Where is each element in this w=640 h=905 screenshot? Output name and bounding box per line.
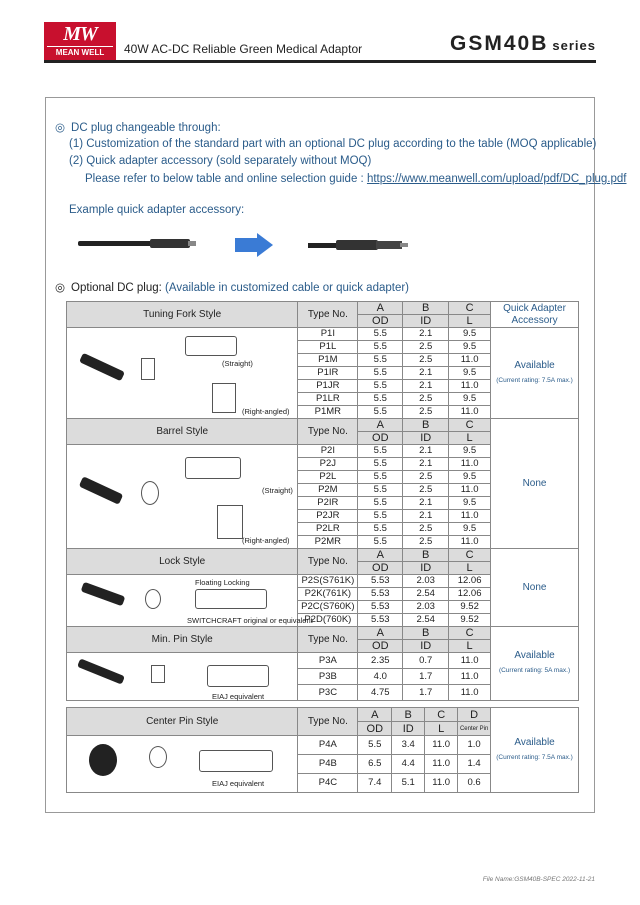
value-cell: 2.1 [403,328,449,341]
value-cell: 9.5 [449,523,491,536]
value-cell: 5.53 [358,575,403,588]
value-cell: 2.03 [403,575,449,588]
type-cell: P2S(S761K) [298,575,358,588]
col-b-header: B [403,419,449,432]
id-label: ID [392,722,425,736]
value-cell: 5.5 [358,328,403,341]
table-row [67,708,579,722]
value-cell: 11.0 [425,736,458,755]
value-cell: 1.0 [458,736,491,755]
col-d-header: D [458,708,491,722]
type-cell: P2JR [298,510,358,523]
availability-text: Available [514,736,555,748]
type-cell: P4B [298,755,358,774]
type-cell: P2I [298,445,358,458]
value-cell: 2.1 [403,445,449,458]
value-cell: 5.5 [358,380,403,393]
value-cell: 4.0 [358,669,403,685]
value-cell: 5.5 [358,536,403,549]
value-cell: 11.0 [449,510,491,523]
arrow-right-icon [235,238,257,252]
intro-text: DC plug changeable through: [71,122,221,134]
type-cell: P1JR [298,380,358,393]
value-cell: 11.0 [449,484,491,497]
type-cell: P1M [298,354,358,367]
od-label: OD [358,562,403,575]
note-item-2: (2) Quick adapter accessory (sold separately without MOQ) [69,155,372,167]
type-cell: P2C(S760K) [298,601,358,614]
value-cell: 5.5 [358,341,403,354]
type-no-header: Type No. [298,708,358,736]
type-cell: P2M [298,484,358,497]
min-pin-drawing [67,653,298,701]
example-label: Example quick adapter accessory: [69,204,245,216]
optional-note: (Available in customized cable or quick adapter) [165,282,410,294]
model-name: GSM40B [450,32,549,55]
l-label: L [449,562,491,575]
value-cell: 5.5 [358,354,403,367]
straight-caption: (Straight) [222,359,253,368]
lock-drawing [67,575,313,627]
section-title: Min. Pin Style [67,627,298,653]
model-title [450,32,596,56]
col-b-header: B [403,549,449,562]
type-no-header: Type No. [298,302,358,328]
type-cell: P4C [298,774,358,793]
value-cell: 2.5 [403,393,449,406]
value-cell: 2.1 [403,510,449,523]
value-cell: 9.5 [449,341,491,354]
center-pin-drawing [67,736,298,793]
col-a-header: A [358,627,403,640]
file-name-footer: File Name:GSM40B-SPEC 2022-11-21 [482,876,595,883]
quick-adapter-cell [491,328,579,419]
section-title: Center Pin Style [67,708,298,736]
value-cell: 9.5 [449,367,491,380]
od-label: OD [358,315,403,328]
value-cell: 5.5 [358,484,403,497]
value-cell: 5.53 [358,614,403,627]
value-cell: 2.5 [403,341,449,354]
type-cell: P1MR [298,406,358,419]
id-label: ID [403,315,449,328]
type-cell: P1L [298,341,358,354]
center-pin-table [66,707,579,793]
value-cell: 1.4 [458,755,491,774]
quick-adapter-cell: None [491,419,579,549]
value-cell: 2.1 [403,380,449,393]
col-a-header: A [358,549,403,562]
l-label: L [449,432,491,445]
value-cell: 5.53 [358,588,403,601]
value-cell: 11.0 [449,458,491,471]
value-cell: 2.54 [403,614,449,627]
od-label: OD [358,432,403,445]
value-cell: 5.5 [358,523,403,536]
value-cell: 5.1 [392,774,425,793]
value-cell: 9.5 [449,393,491,406]
value-cell: 4.75 [358,685,403,701]
value-cell: 12.06 [449,575,491,588]
value-cell: 2.1 [403,458,449,471]
value-cell: 11.0 [449,653,491,669]
value-cell: 11.0 [449,536,491,549]
col-b-header: B [392,708,425,722]
value-cell: 9.5 [449,497,491,510]
type-cell: P4A [298,736,358,755]
value-cell: 5.5 [358,393,403,406]
value-cell: 2.35 [358,653,403,669]
value-cell: 11.0 [449,380,491,393]
value-cell: 5.5 [358,458,403,471]
col-c-header: C [425,708,458,722]
value-cell: 7.4 [358,774,392,793]
refer-line [85,173,626,185]
value-cell: 2.1 [403,497,449,510]
value-cell: 9.5 [449,471,491,484]
value-cell: 11.0 [449,685,491,701]
document-header [44,22,596,64]
value-cell: 11.0 [449,406,491,419]
eiaj-caption: EIAJ equivalent [212,779,265,788]
value-cell: 5.5 [358,445,403,458]
type-cell: P2D(760K) [298,614,358,627]
value-cell: 11.0 [425,774,458,793]
id-label: ID [403,640,449,653]
right-angled-caption: (Right-angled) [242,407,290,416]
value-cell: 2.5 [403,354,449,367]
meanwell-logo [44,22,116,60]
current-rating: (Current rating: 7.5A max.) [496,753,573,761]
value-cell: 9.5 [449,328,491,341]
col-c-header: C [449,302,491,315]
col-b-header: B [403,302,449,315]
quick-adapter-cell: None [491,549,579,627]
type-no-header: Type No. [298,549,358,575]
type-no-header: Type No. [298,419,358,445]
value-cell: 6.5 [358,755,392,774]
value-cell: 5.5 [358,510,403,523]
quick-adapter-header: Quick Adapter Accessory [491,302,579,328]
value-cell: 2.5 [403,471,449,484]
quick-adapter-cell [491,627,579,701]
type-cell: P2K(761K) [298,588,358,601]
l-label: L [449,315,491,328]
type-cell: P1I [298,328,358,341]
note-item-1: (1) Customization of the standard part with an optional DC plug according to the table (MOQ applicable) [69,138,597,150]
type-no-header: Type No. [298,627,358,653]
value-cell: 5.5 [358,406,403,419]
value-cell: 9.52 [449,614,491,627]
value-cell: 11.0 [425,755,458,774]
type-cell: P2L [298,471,358,484]
intro-note [55,120,221,134]
current-rating: (Current rating: 7.5A max.) [496,376,573,384]
refer-text: Please refer to below table and online selection guide : [85,173,364,185]
value-cell: 11.0 [449,669,491,685]
od-label: OD [358,722,392,736]
value-cell: 3.4 [392,736,425,755]
col-a-header: A [358,419,403,432]
value-cell: 5.5 [358,471,403,484]
table-row [67,549,579,562]
eiaj-caption: EIAJ equivalent [212,692,265,701]
section-title: Tuning Fork Style [67,302,298,328]
type-cell: P1IR [298,367,358,380]
value-cell: 0.7 [403,653,449,669]
value-cell: 12.06 [449,588,491,601]
section-title: Lock Style [67,549,298,575]
dc-plug-table [66,301,579,701]
col-a-header: A [358,302,403,315]
table-row [67,627,579,640]
value-cell: 1.7 [403,685,449,701]
type-cell: P1LR [298,393,358,406]
logo-text: MEAN WELL [47,46,113,58]
value-cell: 2.03 [403,601,449,614]
value-cell: 4.4 [392,755,425,774]
table-row [67,419,579,432]
tuning-fork-drawing [67,328,298,419]
switchcraft-caption: SWITCHCRAFT original or equivalent [187,616,313,625]
type-cell: P2IR [298,497,358,510]
value-cell: 9.5 [449,445,491,458]
col-c-header: C [449,549,491,562]
value-cell: 2.5 [403,523,449,536]
value-cell: 2.1 [403,367,449,380]
value-cell: 11.0 [449,354,491,367]
floating-locking-caption: Floating Locking [195,578,250,587]
availability-text: Available [514,650,555,661]
col-c-header: C [449,419,491,432]
value-cell: 5.5 [358,736,392,755]
value-cell: 5.5 [358,497,403,510]
value-cell: 2.5 [403,536,449,549]
optional-plug-heading [55,280,409,294]
center-pin-label: Center Pin [458,722,491,736]
straight-caption: (Straight) [262,486,293,495]
col-b-header: B [403,627,449,640]
value-cell: 0.6 [458,774,491,793]
header-rule [44,60,596,63]
col-a-header: A [358,708,392,722]
od-label: OD [358,640,403,653]
bullet-icon: ◎ [55,122,66,134]
document-subtitle: 40W AC-DC Reliable Green Medical Adaptor [124,42,363,56]
id-label: ID [403,432,449,445]
barrel-drawing [67,445,298,549]
col-c-header: C [449,627,491,640]
logo-mark: MW [63,23,97,45]
id-label: ID [403,562,449,575]
optional-label: Optional DC plug: [71,282,162,294]
value-cell: 5.5 [358,367,403,380]
type-cell: P3B [298,669,358,685]
type-cell: P3C [298,685,358,701]
series-label: series [552,38,596,53]
value-cell: 2.5 [403,484,449,497]
l-label: L [425,722,458,736]
current-rating: (Current rating: 5A max.) [498,667,571,674]
type-cell: P2LR [298,523,358,536]
bullet-icon: ◎ [55,282,66,294]
right-angled-caption: (Right-angled) [242,536,290,545]
value-cell: 1.7 [403,669,449,685]
availability-text: Available [514,359,555,371]
l-label: L [449,640,491,653]
value-cell: 2.5 [403,406,449,419]
value-cell: 5.53 [358,601,403,614]
table-row [67,328,579,341]
value-cell: 2.54 [403,588,449,601]
table-row [67,302,579,315]
value-cell: 9.52 [449,601,491,614]
type-cell: P2J [298,458,358,471]
type-cell: P3A [298,653,358,669]
selection-guide-link[interactable]: https://www.meanwell.com/upload/pdf/DC_plug.pdf [366,173,627,185]
type-cell: P2MR [298,536,358,549]
quick-adapter-cell [491,708,579,793]
section-title: Barrel Style [67,419,298,445]
